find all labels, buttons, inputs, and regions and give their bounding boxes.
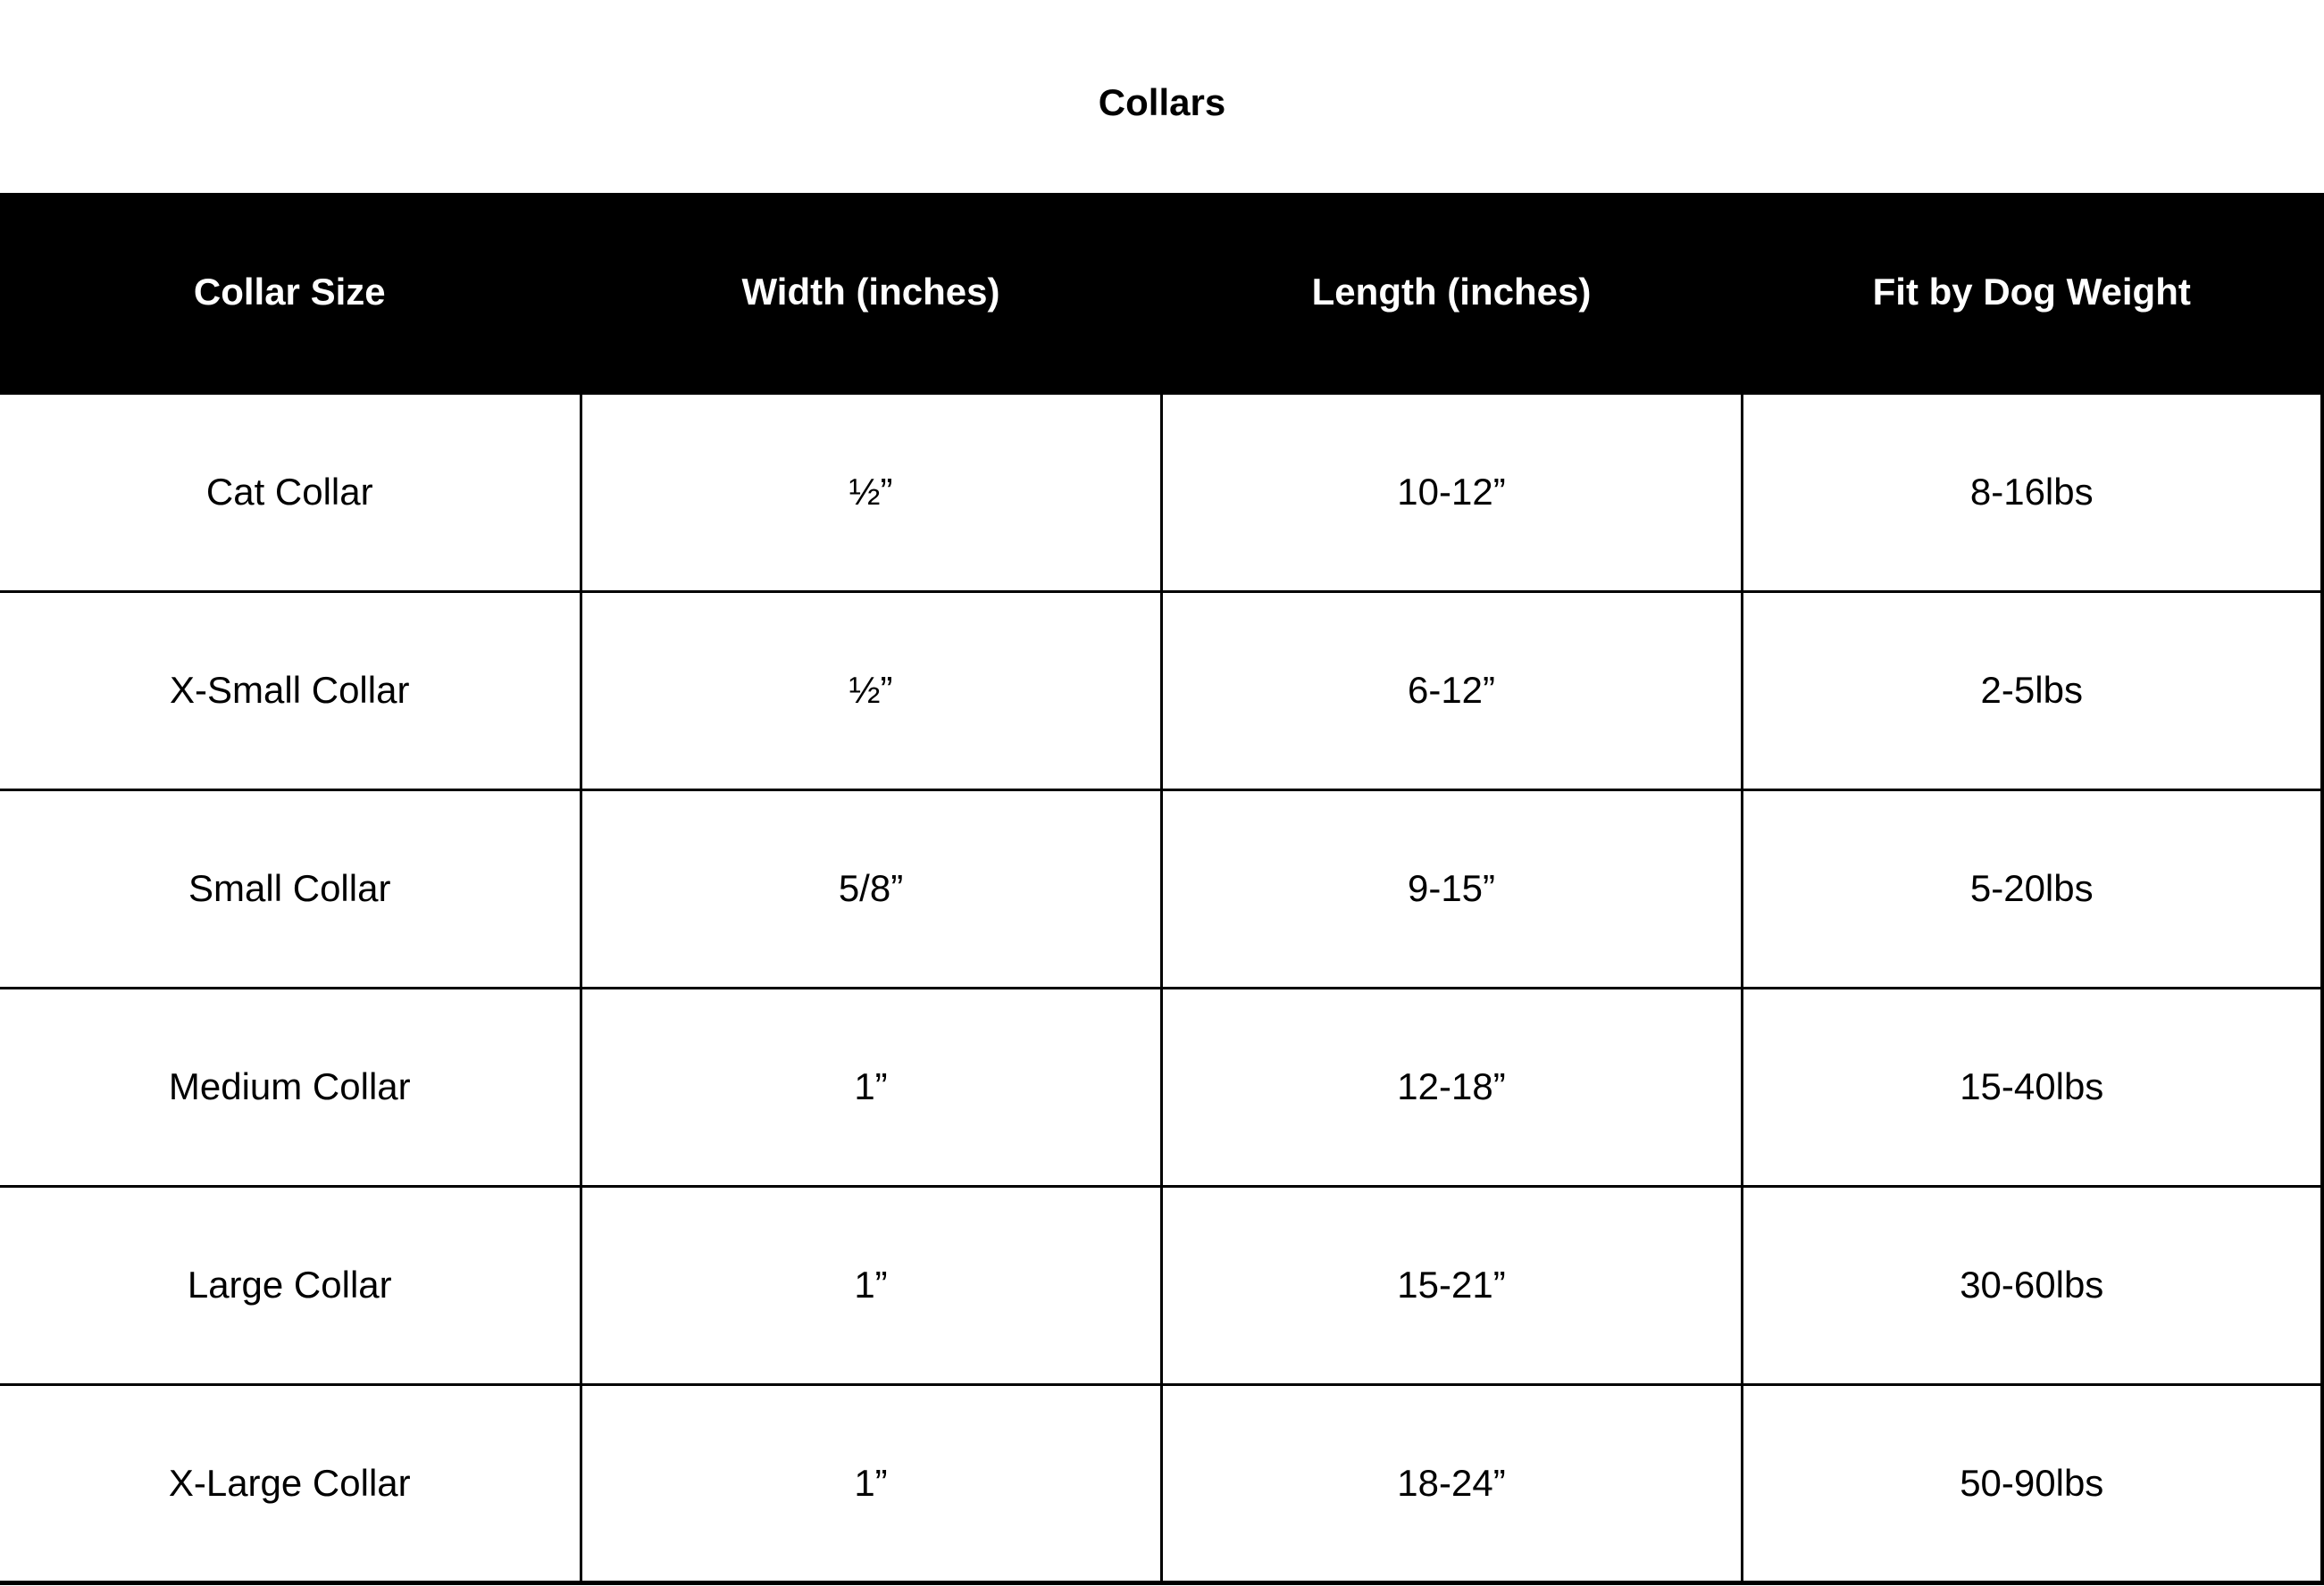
table-cell: ½”	[581, 591, 1161, 789]
table-head	[0, 193, 2322, 393]
table-row	[0, 988, 2322, 1186]
table-cell: 6-12”	[1161, 591, 1742, 789]
table-cell: 10-12”	[1161, 393, 1742, 591]
header-cell: Length (inches)	[1161, 193, 1742, 393]
table-cell: 18-24”	[1161, 1384, 1742, 1582]
table-cell: Large Collar	[0, 1186, 581, 1384]
table-cell: 1”	[581, 988, 1161, 1186]
table-row	[0, 1384, 2322, 1582]
table-cell: 2-5lbs	[1742, 591, 2322, 789]
table-cell: 8-16lbs	[1742, 393, 2322, 591]
collar-size-chart-table	[0, 193, 2324, 1585]
table-cell: ½”	[581, 393, 1161, 591]
table-cell: Small Collar	[0, 789, 581, 988]
table-cell: 1”	[581, 1384, 1161, 1582]
table-cell: X-Large Collar	[0, 1384, 581, 1582]
table-cell: 50-90lbs	[1742, 1384, 2322, 1582]
header-cell: Width (inches)	[581, 193, 1161, 393]
table-cell: 12-18”	[1161, 988, 1742, 1186]
table-cell: 15-40lbs	[1742, 988, 2322, 1186]
table-cell: 9-15”	[1161, 789, 1742, 988]
table-cell: 5/8”	[581, 789, 1161, 988]
table-body	[0, 393, 2322, 1582]
table-row	[0, 393, 2322, 591]
header-cell: Collar Size	[193, 271, 386, 313]
table-row	[0, 789, 2322, 988]
page-title: Collars	[1098, 81, 1226, 123]
table-cell: 15-21”	[1161, 1186, 1742, 1384]
header-row	[0, 193, 2322, 393]
table-cell: 1”	[581, 1186, 1161, 1384]
table-cell: X-Small Collar	[0, 591, 581, 789]
table-row	[0, 1186, 2322, 1384]
table-cell: 5-20lbs	[1742, 789, 2322, 988]
table-cell: Cat Collar	[0, 393, 581, 591]
table-row	[0, 591, 2322, 789]
title-bar	[0, 0, 2324, 193]
header-cell: Fit by Dog Weight	[1742, 193, 2322, 393]
table-cell: Medium Collar	[0, 988, 581, 1186]
table-cell: 30-60lbs	[1742, 1186, 2322, 1384]
